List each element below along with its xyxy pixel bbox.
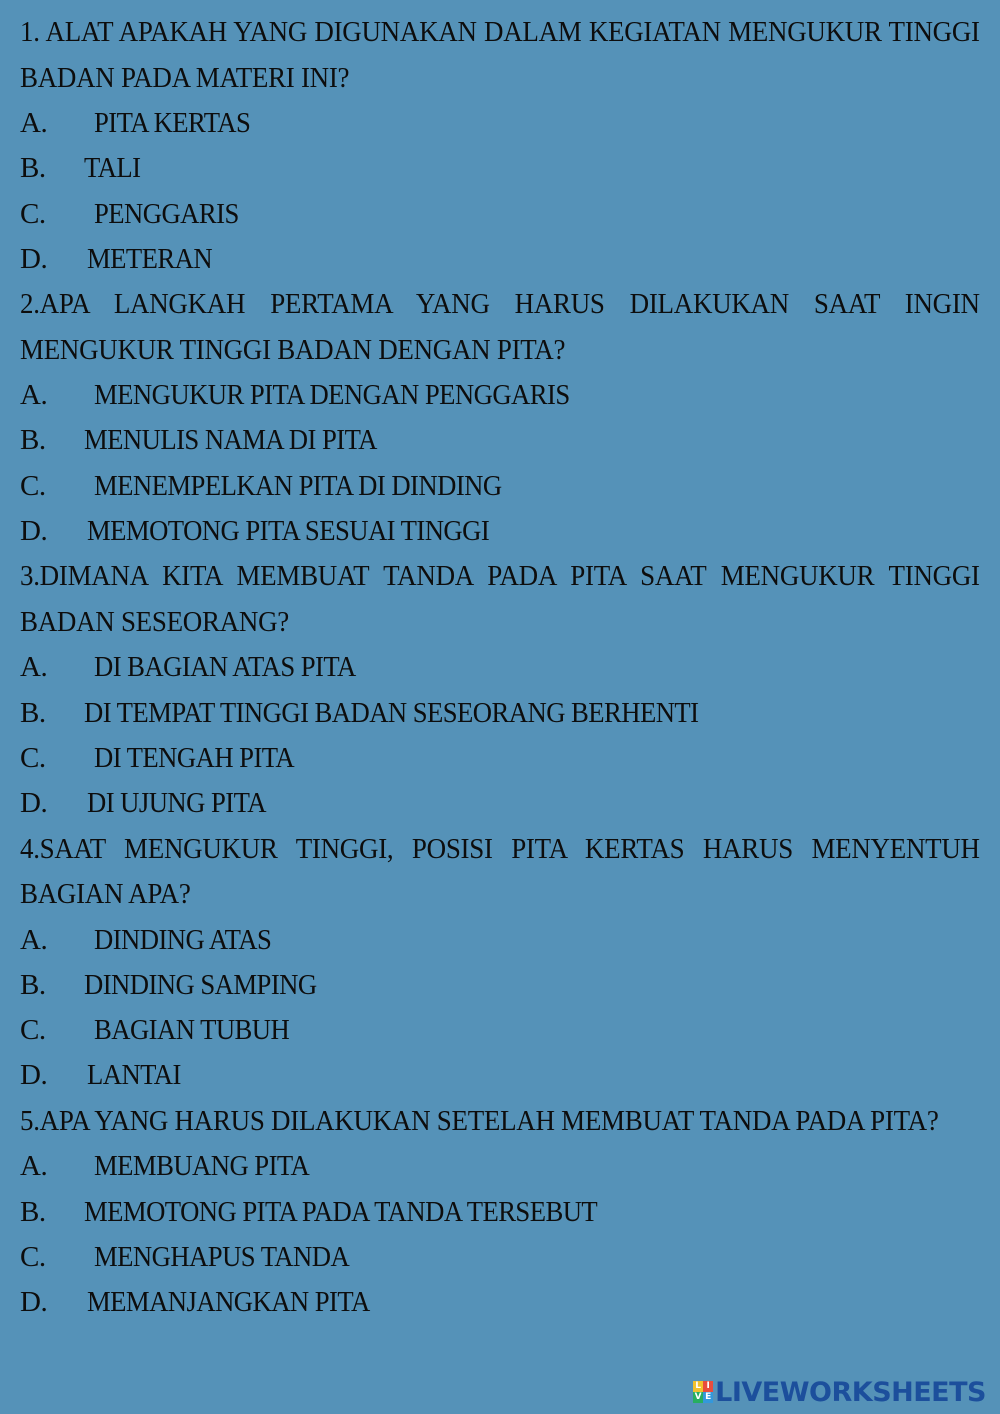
option-letter: B. — [20, 696, 46, 729]
live-logo-icon — [693, 1381, 713, 1403]
option-letter: C. — [20, 741, 46, 774]
option-text: PITA KERTAS — [94, 107, 251, 139]
question-5-text: 5.APA YANG HARUS DILAKUKAN SETELAH MEMBUAT TANDA PADA PITA? — [20, 1104, 939, 1137]
option-text: MENULIS NAMA DI PITA — [84, 424, 377, 457]
option-letter: A. — [20, 923, 48, 956]
option-text: MENGUKUR PITA DENGAN PENGGARIS — [94, 379, 570, 412]
logo-mark-i: I — [703, 1381, 713, 1392]
question-4-option-d[interactable] — [20, 1053, 980, 1098]
option-letter: D. — [20, 515, 48, 548]
option-text: MEMOTONG PITA SESUAI TINGGI — [87, 515, 490, 548]
liveworksheets-logo[interactable] — [693, 1376, 986, 1408]
option-text: MEMOTONG PITA PADA TANDA TERSEBUT — [84, 1195, 598, 1228]
question-1 — [20, 10, 980, 282]
question-5 — [20, 1099, 980, 1326]
option-text: DI UJUNG PITA — [87, 787, 266, 820]
option-text: DI TENGAH PITA — [94, 741, 295, 774]
question-3 — [20, 554, 980, 826]
option-text: MEMANJANGKAN PITA — [87, 1286, 370, 1319]
question-4-option-a[interactable] — [20, 918, 980, 963]
option-letter: C. — [20, 469, 46, 502]
option-text: MENGHAPUS TANDA — [94, 1240, 350, 1273]
option-letter: C. — [20, 1240, 46, 1273]
option-text: DI TEMPAT TINGGI BADAN SESEORANG BERHENTI — [84, 696, 699, 729]
question-2 — [20, 282, 980, 554]
question-2-option-b[interactable] — [20, 418, 980, 463]
option-text: PENGGARIS — [94, 197, 239, 230]
question-1-text: 1. ALAT APAKAH YANG DIGUNAKAN DALAM KEGIATAN MENGUKUR TINGGI BADAN PADA MATERI INI? — [20, 16, 980, 94]
question-4-option-b[interactable] — [20, 963, 980, 1008]
logo-mark-v: V — [694, 1392, 702, 1402]
option-text: BAGIAN TUBUH — [94, 1014, 290, 1047]
option-text: MENEMPELKAN PITA DI DINDING — [94, 469, 502, 502]
option-letter: A. — [20, 1150, 48, 1183]
question-3-text: 3.DIMANA KITA MEMBUAT TANDA PADA PITA SAAT MENGUKUR TINGGI BADAN SESEORANG? — [20, 560, 980, 638]
question-2-option-d[interactable] — [20, 509, 980, 554]
logo-mark-l: L — [693, 1381, 703, 1392]
option-letter: B. — [20, 152, 46, 185]
question-1-option-a[interactable] — [20, 101, 980, 146]
option-letter: D. — [20, 242, 48, 275]
question-3-option-c[interactable] — [20, 736, 980, 781]
option-letter: B. — [20, 424, 46, 457]
option-letter: C. — [20, 197, 46, 230]
question-2-option-c[interactable] — [20, 464, 980, 509]
question-2-option-a[interactable] — [20, 373, 980, 418]
question-3-option-a[interactable] — [20, 645, 980, 690]
question-1-option-b[interactable] — [20, 146, 980, 191]
option-letter: A. — [20, 651, 48, 684]
option-letter: B. — [20, 1195, 46, 1228]
question-1-option-d[interactable] — [20, 237, 980, 282]
question-4-option-c[interactable] — [20, 1008, 980, 1053]
question-5-option-a[interactable] — [20, 1144, 980, 1189]
question-5-option-d[interactable] — [20, 1280, 980, 1325]
option-letter: D. — [20, 1059, 48, 1092]
question-3-option-b[interactable] — [20, 691, 980, 736]
option-text: METERAN — [87, 242, 213, 275]
question-3-option-d[interactable] — [20, 781, 980, 826]
option-text: DI BAGIAN ATAS PITA — [94, 651, 356, 684]
option-text: LANTAI — [87, 1059, 181, 1092]
question-5-option-c[interactable] — [20, 1235, 980, 1280]
question-5-option-b[interactable] — [20, 1190, 980, 1235]
question-2-text: 2.APA LANGKAH PERTAMA YANG HARUS DILAKUKAN SAAT INGIN MENGUKUR TINGGI BADAN DENGAN PITA? — [20, 288, 980, 366]
logo-mark-e: E — [705, 1392, 712, 1402]
option-text: DINDING SAMPING — [84, 968, 317, 1001]
question-4-text: 4.SAAT MENGUKUR TINGGI, POSISI PITA KERTAS HARUS MENYENTUH BAGIAN APA? — [20, 832, 980, 911]
option-letter: C. — [20, 1014, 46, 1047]
logo-text: LIVEWORKSHEETS — [715, 1376, 986, 1408]
question-1-option-c[interactable] — [20, 192, 980, 237]
option-text: DINDING ATAS — [94, 923, 272, 956]
worksheet — [20, 10, 980, 1325]
option-letter: A. — [20, 107, 48, 139]
option-text: MEMBUANG PITA — [94, 1150, 310, 1183]
option-letter: A. — [20, 379, 48, 412]
option-letter: D. — [20, 787, 48, 820]
question-4 — [20, 827, 980, 1099]
option-letter: D. — [20, 1286, 48, 1319]
option-text: TALI — [84, 152, 141, 185]
option-letter: B. — [20, 968, 46, 1001]
